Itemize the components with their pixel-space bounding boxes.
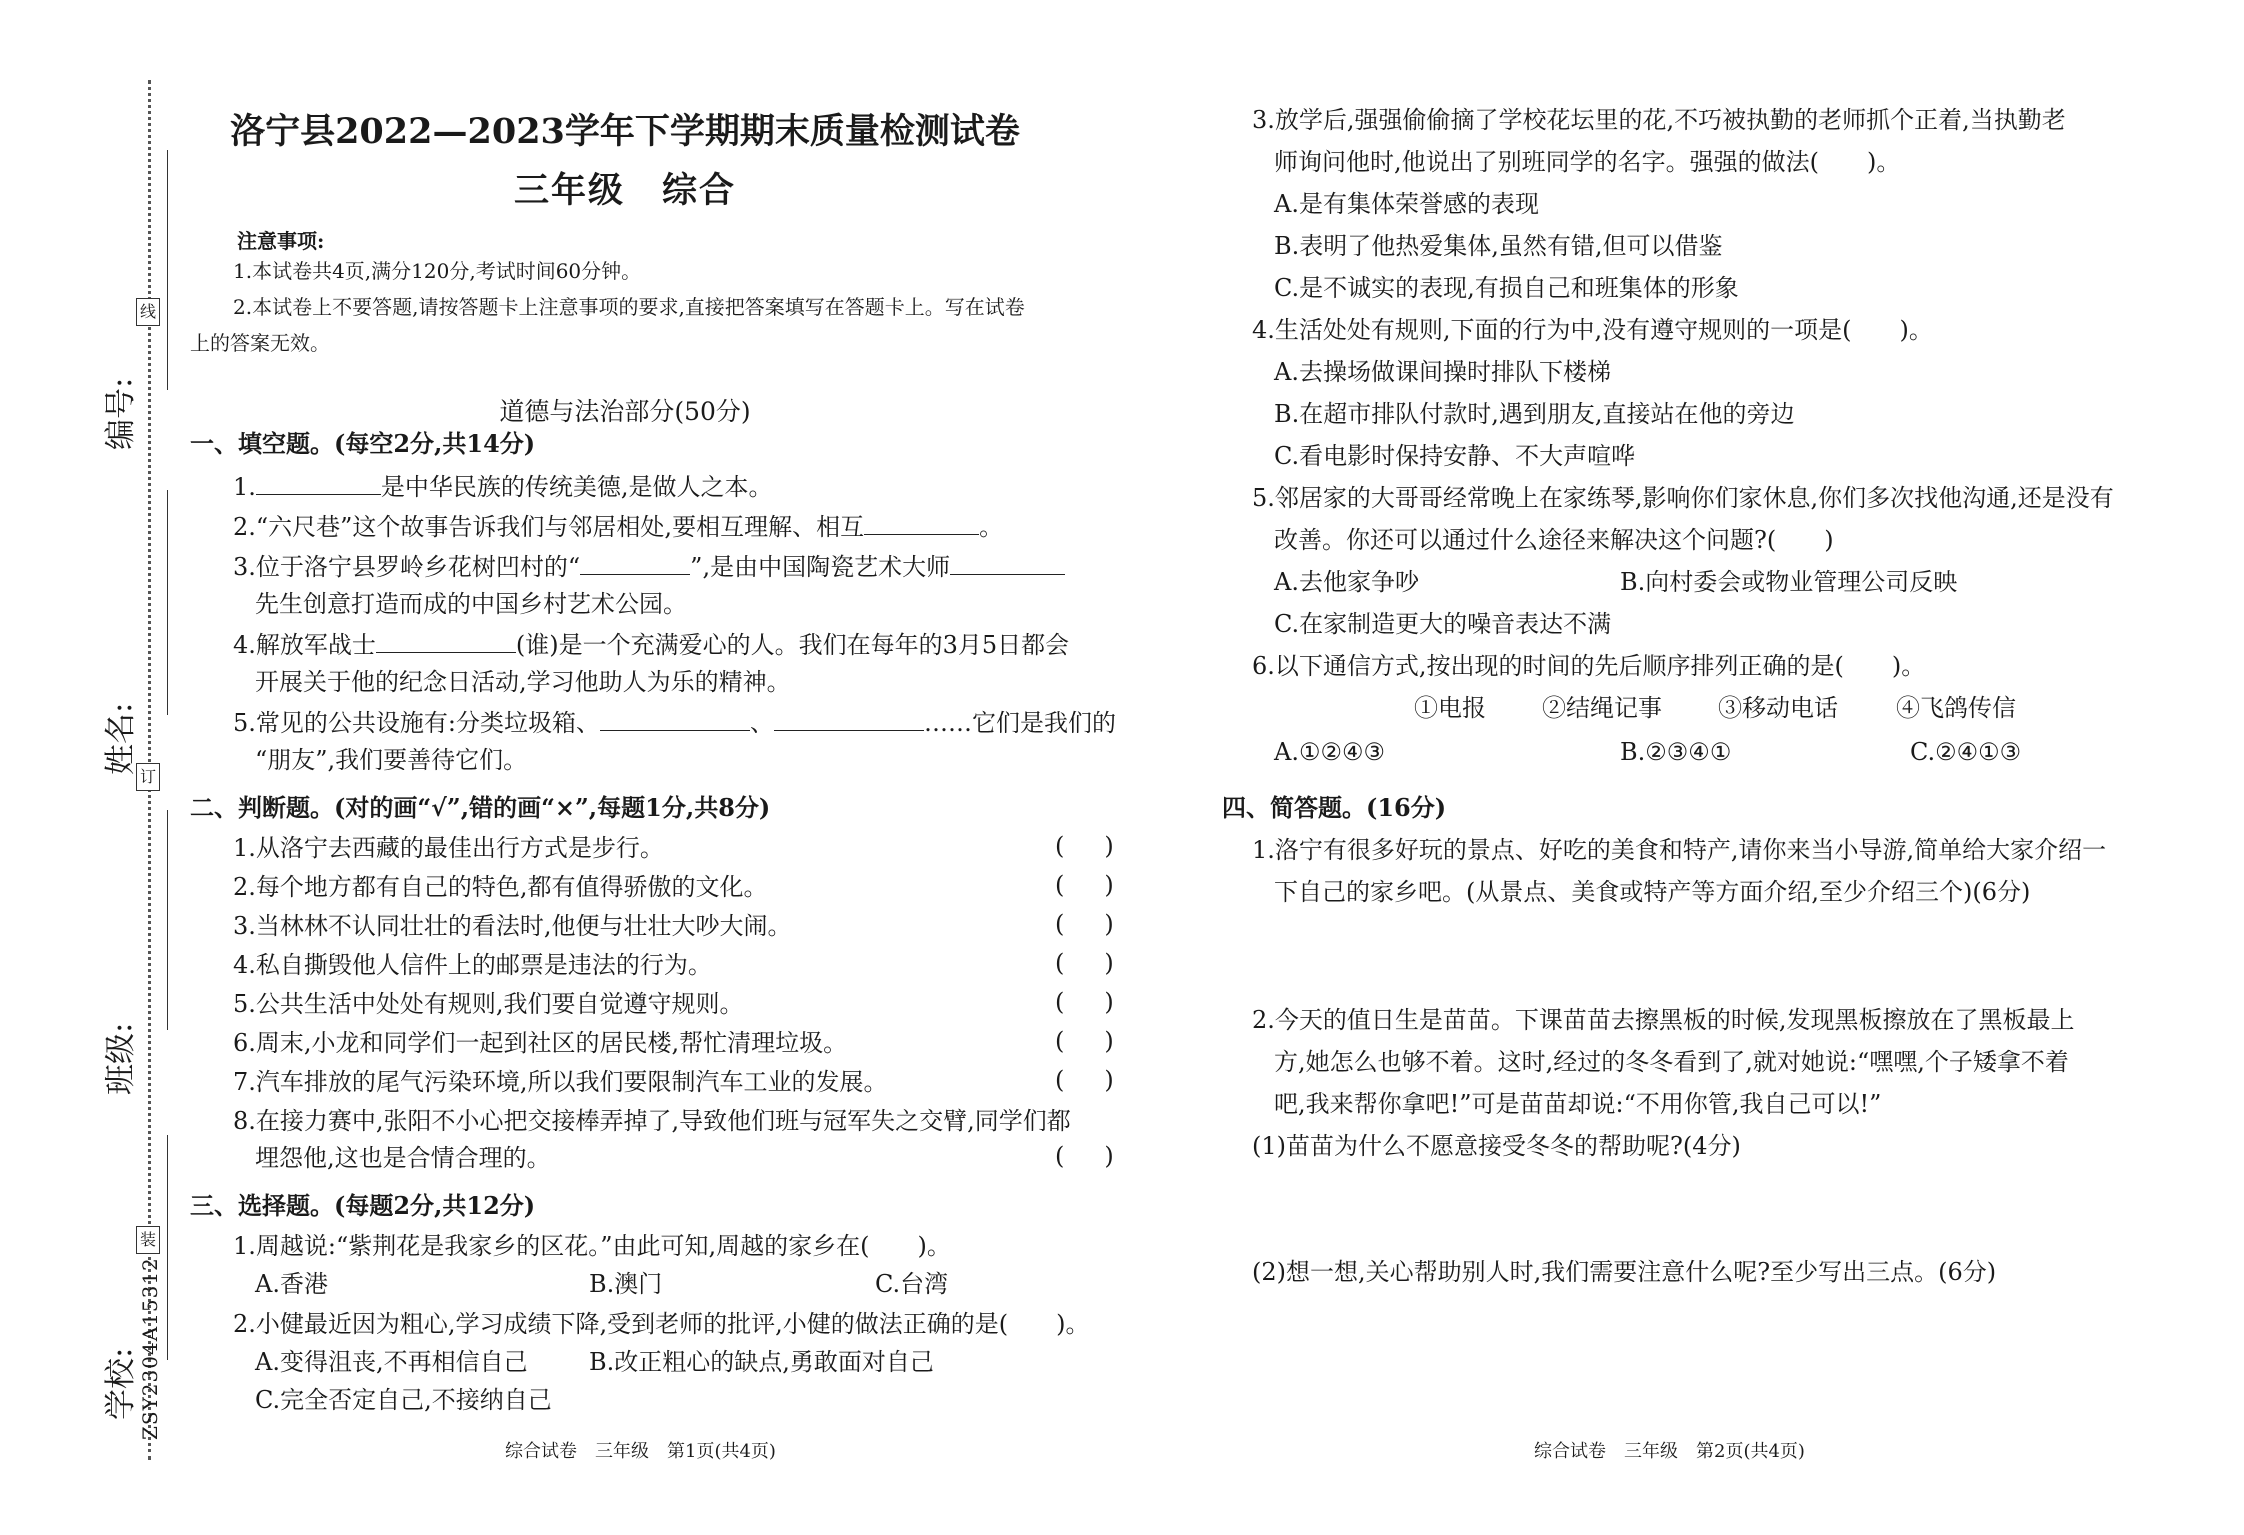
answer-blank[interactable]	[376, 628, 516, 653]
binding-margin	[0, 0, 175, 1535]
fill-q3-mid: ”,是由中国陶瓷艺术大师	[690, 553, 951, 581]
choice-q2-opt-c[interactable]: C.完全否定自己,不接纳自己	[255, 1386, 552, 1414]
page-footer: 综合试卷 三年级 第2页(共4页)	[1534, 1441, 1805, 1462]
fill-q5	[233, 706, 1116, 739]
fill-q1-text: 是中华民族的传统美德,是做人之本。	[380, 473, 773, 501]
page-1	[175, 0, 1154, 1535]
answer-blank[interactable]	[774, 706, 924, 731]
notice-header: 注意事项:	[237, 229, 325, 253]
class-label: 班级:	[103, 1022, 139, 1095]
seal-mark-pack: 装	[136, 1226, 160, 1254]
fill-q1	[233, 470, 773, 503]
judge-item: 6.周末,小龙和同学们一起到社区的居民楼,帮忙清理垃圾。	[233, 1029, 848, 1057]
fill-q5-sep: 、	[749, 709, 774, 737]
choice-header: 三、选择题。(每题2分,共12分)	[190, 1191, 536, 1220]
answer-parentheses[interactable]: ()	[1055, 832, 1154, 860]
answer-parentheses[interactable]: ()	[1055, 910, 1154, 938]
fill-q3-cont: 先生创意打造而成的中国乡村艺术公园。	[255, 590, 687, 618]
choice-q4-opt-c[interactable]: C.看电影时保持安静、不大声喧哗	[1274, 442, 1636, 470]
judge-header: 二、判断题。(对的画“√”,错的画“×”,每题1分,共8分)	[190, 793, 771, 822]
school-line[interactable]	[167, 1135, 168, 1360]
answer-blank[interactable]	[950, 550, 1065, 575]
choice-q4-opt-b[interactable]: B.在超市排队付款时,遇到朋友,直接站在他的旁边	[1274, 400, 1795, 428]
number-line[interactable]	[167, 150, 168, 390]
fill-q4-text: 4.解放军战士	[233, 631, 376, 659]
short-q2-sub1: (1)苗苗为什么不愿意接受冬冬的帮助呢?(4分)	[1252, 1132, 1741, 1160]
choice-q2-opt-a[interactable]: A.变得沮丧,不再相信自己	[255, 1348, 528, 1376]
answer-parentheses[interactable]: ()	[1055, 1027, 1154, 1055]
judge-item: 7.汽车排放的尾气污染环境,所以我们要限制汽车工业的发展。	[233, 1068, 888, 1096]
choice-q5-opt-c[interactable]: C.在家制造更大的噪音表达不满	[1274, 610, 1612, 638]
choice-q3-opt-c[interactable]: C.是不诚实的表现,有损自己和班集体的形象	[1274, 274, 1739, 302]
answer-parentheses[interactable]: ()	[1055, 949, 1154, 977]
choice-q6: 6.以下通信方式,按出现的时间的先后顺序排列正确的是( )。	[1252, 652, 1926, 680]
short-q2-sub2: (2)想一想,关心帮助别人时,我们需要注意什么呢?至少写出三点。(6分)	[1252, 1258, 1997, 1286]
judge-item: 1.从洛宁去西藏的最佳出行方式是步行。	[233, 834, 664, 862]
q6-item-1: ①电报	[1414, 694, 1486, 722]
name-label: 姓名:	[103, 702, 139, 775]
judge-item: 8.在接力赛中,张阳不小心把交接棒弄掉了,导致他们班与冠军失之交臂,同学们都	[233, 1107, 1071, 1135]
judge-item: 5.公共生活中处处有规则,我们要自觉遵守规则。	[233, 990, 744, 1018]
fill-q4-mid: (谁)是一个充满爱心的人。我们在每年的3月5日都会	[515, 631, 1070, 659]
fill-q3	[233, 550, 1065, 583]
fill-q2-text: 2.“六尺巷”这个故事告诉我们与邻居相处,要相互理解、相互	[233, 513, 865, 541]
choice-q3-cont: 师询问他时,他说出了别班同学的名字。强强的做法( )。	[1274, 148, 1901, 176]
fill-q2	[233, 510, 1003, 543]
answer-blank[interactable]	[256, 470, 381, 495]
choice-q2: 2.小健最近因为粗心,学习成绩下降,受到老师的批评,小健的做法正确的是( )。	[233, 1310, 1090, 1338]
fill-q5-end: ……它们是我们的	[923, 709, 1116, 737]
short-q2: 2.今天的值日生是苗苗。下课苗苗去擦黑板的时候,发现黑板擦放在了黑板最上	[1252, 1006, 2075, 1034]
fill-q5-text: 5.常见的公共设施有:分类垃圾箱、	[233, 709, 600, 737]
choice-q5-opt-a[interactable]: A.去他家争吵	[1274, 568, 1419, 596]
short-q1: 1.洛宁有很多好玩的景点、好吃的美食和特产,请你来当小导游,简单给大家介绍一	[1252, 836, 2107, 864]
choice-q5: 5.邻居家的大哥哥经常晚上在家练琴,影响你们家休息,你们多次找他沟通,还是没有	[1252, 484, 2114, 512]
short-answer-header: 四、简答题。(16分)	[1222, 793, 1447, 822]
choice-q3-opt-a[interactable]: A.是有集体荣誉感的表现	[1274, 190, 1539, 218]
exam-subtitle: 三年级 综合	[513, 170, 736, 211]
short-q1-cont: 下自己的家乡吧。(从景点、美食或特产等方面介绍,至少介绍三个)(6分)	[1274, 878, 2031, 906]
fill-q2-end: 。	[979, 513, 1004, 541]
fill-header: 一、填空题。(每空2分,共14分)	[190, 429, 536, 458]
judge-item: 4.私自撕毁他人信件上的邮票是违法的行为。	[233, 951, 712, 979]
choice-q5-opt-b[interactable]: B.向村委会或物业管理公司反映	[1620, 568, 1958, 596]
short-q2-cont2: 吧,我来帮你拿吧!”可是苗苗却说:“不用你管,我自己可以!”	[1274, 1090, 1882, 1118]
q6-item-3: ③移动电话	[1718, 694, 1838, 722]
answer-parentheses[interactable]: ()	[1055, 1066, 1154, 1094]
choice-q6-opt-a[interactable]: A.①②④③	[1274, 738, 1386, 766]
answer-blank[interactable]	[864, 510, 979, 535]
notice-2: 2.本试卷上不要答题,请按答题卡上注意事项的要求,直接把答案填写在答题卡上。写在试卷	[233, 295, 1025, 319]
choice-q3-opt-b[interactable]: B.表明了他热爱集体,虽然有错,但可以借鉴	[1274, 232, 1723, 260]
choice-q1-opt-a[interactable]: A.香港	[255, 1270, 328, 1298]
paper-code: ZSY2304A15312	[138, 1257, 162, 1440]
name-line[interactable]	[167, 490, 168, 715]
choice-q5-cont: 改善。你还可以通过什么途径来解决这个问题?( )	[1274, 526, 1834, 554]
page-footer: 综合试卷 三年级 第1页(共4页)	[505, 1441, 776, 1462]
q6-item-2: ②结绳记事	[1542, 694, 1662, 722]
choice-q2-opt-b[interactable]: B.改正粗心的缺点,勇敢面对自己	[589, 1348, 934, 1376]
answer-parentheses[interactable]: ()	[1055, 871, 1154, 899]
judge-item8-cont: 埋怨他,这也是合情合理的。	[255, 1144, 551, 1172]
choice-q6-opt-c[interactable]: C.②④①③	[1910, 738, 2022, 766]
choice-q1: 1.周越说:“紫荆花是我家乡的区花。”由此可知,周越的家乡在( )。	[233, 1232, 951, 1260]
answer-parentheses[interactable]: ()	[1055, 1142, 1154, 1170]
seal-mark-line: 线	[136, 298, 160, 326]
page-2	[1212, 0, 2212, 1535]
section-title: 道德与法治部分(50分)	[499, 397, 751, 426]
answer-parentheses[interactable]: ()	[1055, 988, 1154, 1016]
judge-item: 3.当林林不认同壮壮的看法时,他便与壮壮大吵大闹。	[233, 912, 792, 940]
notice-1: 1.本试卷共4页,满分120分,考试时间60分钟。	[233, 259, 642, 283]
judge-item: 2.每个地方都有自己的特色,都有值得骄傲的文化。	[233, 873, 768, 901]
short-q2-cont1: 方,她怎么也够不着。这时,经过的冬冬看到了,就对她说:“嘿嘿,个子矮拿不着	[1274, 1048, 2069, 1076]
choice-q6-opt-b[interactable]: B.②③④①	[1620, 738, 1732, 766]
q6-item-4: ④飞鸽传信	[1896, 694, 2016, 722]
choice-q3: 3.放学后,强强偷偷摘了学校花坛里的花,不巧被执勤的老师抓个正着,当执勤老	[1252, 106, 2066, 134]
choice-q1-opt-c[interactable]: C.台湾	[875, 1270, 949, 1298]
seal-mark-bind: 订	[136, 763, 160, 791]
fill-q3-text: 3.位于洛宁县罗岭乡花树凹村的“	[233, 553, 581, 581]
fill-q4-cont: 开展关于他的纪念日活动,学习他助人为乐的精神。	[255, 668, 791, 696]
choice-q4: 4.生活处处有规则,下面的行为中,没有遵守规则的一项是( )。	[1252, 316, 1933, 344]
class-line[interactable]	[167, 810, 168, 1030]
choice-q4-opt-a[interactable]: A.去操场做课间操时排队下楼梯	[1274, 358, 1611, 386]
fill-q4	[233, 628, 1069, 661]
number-label: 编号:	[103, 377, 139, 450]
choice-q1-opt-b[interactable]: B.澳门	[589, 1270, 663, 1298]
answer-blank[interactable]	[580, 550, 690, 575]
school-label: 学校:	[103, 1347, 139, 1420]
fill-q1-num: 1.	[233, 473, 256, 501]
notice-3: 上的答案无效。	[190, 331, 330, 355]
fill-q5-cont: “朋友”,我们要善待它们。	[255, 746, 528, 774]
exam-title: 洛宁县2022—2023学年下学期期末质量检测试卷	[230, 111, 1020, 152]
answer-blank[interactable]	[600, 706, 750, 731]
